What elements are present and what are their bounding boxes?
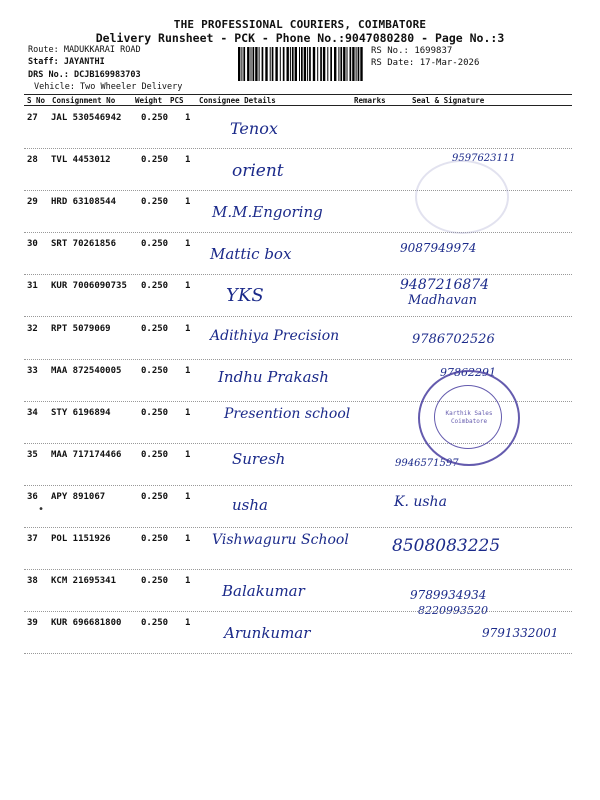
barcode-bar xyxy=(320,47,322,81)
row-sno: 29 xyxy=(27,197,38,208)
row-consignee: Balakumar xyxy=(222,582,305,601)
row-pcs: 1 xyxy=(185,449,191,460)
stamp-text-2: Coimbatore xyxy=(450,418,488,425)
row-signature: 9791332001 xyxy=(482,626,559,641)
row-consignment: HRD 63108544 xyxy=(51,197,117,208)
company-title: THE PROFESSIONAL COURIERS, COIMBATORE xyxy=(173,18,427,31)
row-weight: 0.250 xyxy=(141,281,169,292)
barcode-bar xyxy=(338,47,339,81)
barcode-bar xyxy=(347,47,348,81)
row-consignee: M.M.Engoring xyxy=(212,203,323,222)
faint-stamp xyxy=(415,160,509,234)
row-sno: 38 xyxy=(27,576,38,587)
row-weight: 0.250 xyxy=(141,323,169,334)
barcode-bar xyxy=(275,47,277,81)
row-weight: 0.250 xyxy=(141,618,169,629)
col-sno: S No xyxy=(27,96,46,105)
col-remarks: Remarks xyxy=(354,96,386,105)
barcode-bar xyxy=(270,47,271,81)
row-signature: 9487216874 xyxy=(400,277,490,294)
row-consignment: STY 6196894 xyxy=(51,407,111,418)
row-sno: 39 xyxy=(27,618,38,629)
barcode-bar xyxy=(307,47,308,81)
row-separator xyxy=(24,652,572,654)
table-row xyxy=(0,107,600,149)
table-row xyxy=(0,570,600,618)
row-signature: 9786702526 xyxy=(412,331,495,347)
row-consignee: Indhu Prakash xyxy=(218,367,329,386)
row-pcs: 1 xyxy=(185,534,191,544)
row-consignee: usha xyxy=(232,495,268,514)
row-consignment: RPT 5079069 xyxy=(51,323,111,334)
row-sno: 32 xyxy=(27,323,38,334)
row-pcs: 1 xyxy=(185,113,191,123)
table-row xyxy=(0,486,600,528)
col-seal: Seal & Signature xyxy=(412,96,485,105)
col-consignment: Consignment No xyxy=(52,96,116,105)
barcode-bar xyxy=(309,47,311,81)
barcode-bar xyxy=(247,47,249,81)
row-consignment: MAA 872540005 xyxy=(51,365,122,376)
rs-date: RS Date: 17-Mar-2026 xyxy=(371,58,480,68)
row-consignee: Tenox xyxy=(230,119,278,138)
row-consignee: Adithiya Precision xyxy=(210,327,340,344)
row-pcs: 1 xyxy=(185,155,191,166)
table-row xyxy=(0,233,600,275)
barcode-bar xyxy=(299,47,300,81)
barcode-bar xyxy=(243,47,245,81)
row-consignment: APY 891067 xyxy=(51,491,106,502)
row-signature: 9597623111 xyxy=(452,153,516,165)
barcode-bar xyxy=(350,47,352,81)
row-sno: 27 xyxy=(27,113,38,123)
row-sno: 36 xyxy=(27,491,38,502)
row-sno: 34 xyxy=(27,407,38,418)
row-consignee: Vishwaguru School xyxy=(212,532,349,548)
barcode-bar xyxy=(323,47,325,81)
row-weight: 0.250 xyxy=(141,491,169,502)
row-signature: K. usha xyxy=(394,493,447,510)
row-weight: 0.250 xyxy=(141,113,169,123)
table-row xyxy=(0,275,600,317)
row-consignee: Presention school xyxy=(224,405,351,422)
table-row xyxy=(0,318,600,360)
barcode-bar xyxy=(280,47,281,81)
route-label: Route: MADUKKARAI ROAD xyxy=(28,45,141,55)
row-sno: 33 xyxy=(27,365,38,376)
row-consignee: Arunkumar xyxy=(224,624,311,643)
barcode-bar xyxy=(241,47,242,81)
table-row xyxy=(0,612,600,654)
barcode-bar xyxy=(313,47,315,81)
row-weight: 0.250 xyxy=(141,534,169,544)
table-row xyxy=(0,444,600,486)
row-consignment: POL 1151926 xyxy=(51,534,111,544)
barcode-bar xyxy=(292,47,294,81)
row-pcs: 1 xyxy=(185,281,191,292)
row-consignment: KUR 7006090735 xyxy=(51,281,127,292)
row-weight: 0.250 xyxy=(141,155,169,166)
drs-label: DRS No.: DCJB169983703 xyxy=(28,70,141,80)
staff-label: Staff: JAYANTHI xyxy=(28,57,105,67)
table-row xyxy=(0,191,600,233)
barcode-bar xyxy=(295,47,297,81)
row-consignee: orient xyxy=(232,161,284,182)
row-sno: 31 xyxy=(27,281,38,292)
barcode-bar xyxy=(238,47,240,81)
row-sno: 37 xyxy=(27,534,38,544)
row-signature: 9087949974 xyxy=(400,241,477,256)
row-weight: 0.250 xyxy=(141,449,169,460)
barcode-bar xyxy=(352,47,354,81)
row-sno: 35 xyxy=(27,449,38,460)
row-weight: 0.250 xyxy=(141,576,169,587)
seal-stamp xyxy=(418,370,520,466)
barcode-bar xyxy=(290,47,291,81)
header-top-line xyxy=(24,94,572,95)
barcode-bar xyxy=(287,47,289,81)
barcode-bar xyxy=(356,47,357,81)
row-consignment: JAL 530546942 xyxy=(51,113,122,123)
barcode-bar xyxy=(360,47,362,81)
row-signature: 9946571597 xyxy=(395,457,459,469)
row-consignee: Suresh xyxy=(232,449,286,468)
row-consignment: MAA 717174466 xyxy=(51,449,122,460)
barcode-bar xyxy=(255,47,257,81)
barcode-bar xyxy=(301,47,303,81)
row-pcs: 1 xyxy=(185,323,191,334)
col-consignee: Consignee Details xyxy=(199,96,276,105)
row-sno: 30 xyxy=(27,239,38,250)
col-weight: Weight xyxy=(135,96,163,105)
barcode-bar xyxy=(283,47,285,81)
row-consignment: SRT 70261856 xyxy=(51,239,117,250)
barcode-bar xyxy=(343,47,345,81)
barcode-bar xyxy=(262,47,264,81)
row-pcs: 1 xyxy=(185,197,191,208)
barcode-bar xyxy=(330,47,332,81)
barcode-bar xyxy=(251,47,252,81)
barcode-bar xyxy=(327,47,328,81)
row-consignment: TVL 4453012 xyxy=(51,155,111,166)
barcode-bar xyxy=(265,47,267,81)
barcode-bar xyxy=(304,47,306,81)
col-pcs: PCS xyxy=(170,96,184,105)
row-pcs: 1 xyxy=(185,576,191,587)
row-pcs: 1 xyxy=(185,491,191,502)
row-consignee: Mattic box xyxy=(210,245,292,264)
row-consignment: KCM 21695341 xyxy=(51,576,117,587)
row-consignment: KUR 696681800 xyxy=(51,618,122,629)
vehicle-label: Vehicle: Two Wheeler Delivery xyxy=(34,82,183,92)
row-weight: 0.250 xyxy=(141,407,169,418)
stamp-text: Karthik Sales xyxy=(445,410,493,417)
barcode-bar xyxy=(358,47,360,81)
header-bottom-line xyxy=(24,105,572,106)
scan-dot: • xyxy=(38,504,45,515)
rs-number: RS No.: 1699837 xyxy=(371,46,453,56)
row-pcs: 1 xyxy=(185,239,191,250)
runsheet-subtitle: Delivery Runsheet - PCK - Phone No.:9047080280 - Page No.:3 xyxy=(95,31,505,45)
row-signature: 8508083225 xyxy=(392,536,501,556)
table-row xyxy=(0,149,600,191)
row-weight: 0.250 xyxy=(141,365,169,376)
barcode xyxy=(238,47,366,81)
row-signature-2: Madhavan xyxy=(408,293,477,309)
row-signature-2: 8220993520 xyxy=(418,604,488,618)
row-weight: 0.250 xyxy=(141,239,169,250)
row-consignee: YKS xyxy=(226,285,264,307)
barcode-bar xyxy=(334,47,336,81)
barcode-bar xyxy=(259,47,260,81)
barcode-bar xyxy=(317,47,318,81)
row-pcs: 1 xyxy=(185,407,191,418)
row-pcs: 1 xyxy=(185,618,191,629)
barcode-bar xyxy=(272,47,274,81)
barcode-bar xyxy=(253,47,255,81)
table-row xyxy=(0,528,600,570)
barcode-bar xyxy=(340,47,342,81)
row-sno: 28 xyxy=(27,155,38,166)
row-signature: 9789934934 xyxy=(410,588,487,603)
row-pcs: 1 xyxy=(185,365,191,376)
row-weight: 0.250 xyxy=(141,197,169,208)
row-signature: 97862291 xyxy=(440,365,496,379)
